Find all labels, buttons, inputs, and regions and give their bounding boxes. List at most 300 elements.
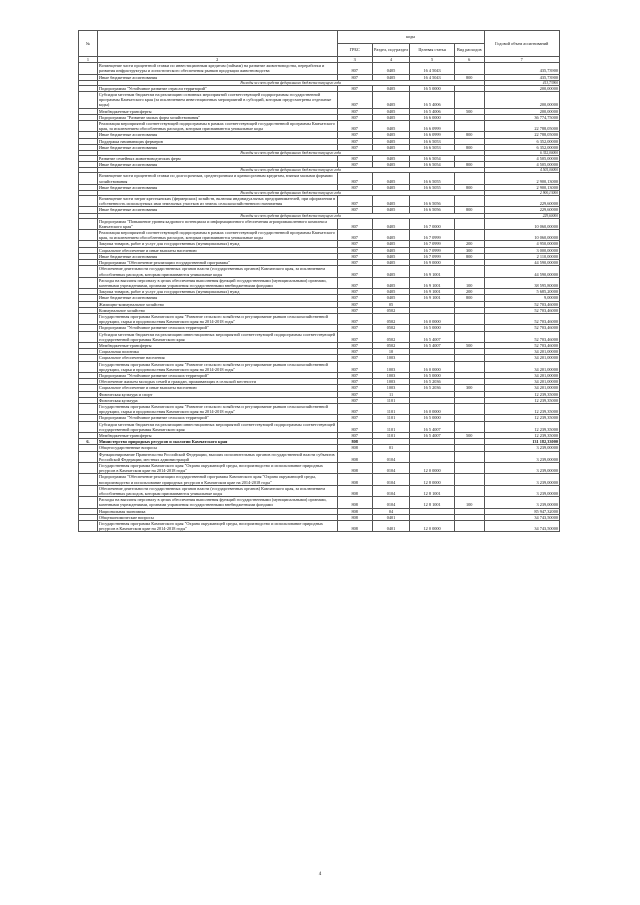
razdel-code: 1003 xyxy=(372,355,410,361)
grbs-code: 807 xyxy=(337,421,372,432)
row-sum: 200,00000 xyxy=(484,85,559,91)
page-number: 4 xyxy=(318,872,322,877)
target-code: 16 6 0000 xyxy=(410,114,454,120)
row-sum: 85 947,32000 xyxy=(484,508,559,514)
target-code: 16 6 5053 xyxy=(410,144,454,150)
row-sum: 12 239,35000 xyxy=(484,421,559,432)
razdel-code: 0405 xyxy=(372,74,410,80)
razdel-code: 0405 xyxy=(372,92,410,109)
row-name: Социальное обеспечение и иные выплаты населению xyxy=(97,247,337,253)
grbs-code: 807 xyxy=(337,74,372,80)
grbs-code: 807 xyxy=(337,415,372,421)
row-name: Государственная программа Камчатского края "Развитие сельского хозяйства и регулирование рынков сельскохозяйственной продукции, сырья и продовольствия Камчатского края на 2014-2018 годы" xyxy=(97,403,337,414)
razdel-code: 0405 xyxy=(372,218,410,229)
razdel-code: 1003 xyxy=(372,385,410,391)
vid-code: 300 xyxy=(454,385,484,391)
grbs-code: 808 xyxy=(337,474,372,485)
grbs-code: 807 xyxy=(337,313,372,324)
row-sum: 22 788,05000 xyxy=(484,132,559,138)
grbs-code: 807 xyxy=(337,121,372,132)
row-sum: 52 703,46000 xyxy=(484,301,559,307)
vid-code: 500 xyxy=(454,432,484,438)
target-code: 16 7 0999 xyxy=(410,253,454,259)
target-code: 16 4 5043 xyxy=(410,63,454,74)
grbs-code: 807 xyxy=(337,355,372,361)
row-name: Иные бюджетные ассигнования xyxy=(97,207,337,213)
table-row xyxy=(79,421,560,432)
target-code xyxy=(410,451,454,462)
row-sum: 34 743,50000 xyxy=(484,514,559,520)
table-row xyxy=(79,485,560,496)
row-number xyxy=(79,196,98,207)
target-code: 16 6 5055 xyxy=(410,184,454,190)
vid-code: 800 xyxy=(454,295,484,301)
grbs-code: 807 xyxy=(337,295,372,301)
row-sum: 52 703,46000 xyxy=(484,331,559,342)
grbs-code: 807 xyxy=(337,361,372,372)
row-sum: 34 201,00000 xyxy=(484,361,559,372)
row-name: Возмещение части процентной ставки по инвестиционным кредитам (займам) на развитие животноводства, переработки и развития инфраструктуры и логистического обеспечения рынков продукции животноводства xyxy=(97,63,337,74)
grbs-code: 807 xyxy=(337,391,372,397)
row-name: Функционирование Правительства Российской Федерации, высших исполнительных органов государственной власти субъектов Российской Федерации, местных администраций xyxy=(97,451,337,462)
grbs-code: 807 xyxy=(337,132,372,138)
grbs-code: 808 xyxy=(337,497,372,508)
column-number: 5 xyxy=(410,57,454,63)
row-name: Закупка товаров, работ и услуг для государственных (муниципальных) нужд xyxy=(97,241,337,247)
grbs-code: 807 xyxy=(337,144,372,150)
target-code: 12 8 0000 xyxy=(410,474,454,485)
header-target: Целевая статья xyxy=(410,44,454,57)
razdel-code: 0405 xyxy=(372,63,410,74)
razdel-code: 1003 xyxy=(372,361,410,372)
table-row xyxy=(79,218,560,229)
table-row xyxy=(79,266,560,277)
razdel-code: 0405 xyxy=(372,184,410,190)
row-name: Развитие семейных животноводческих ферм xyxy=(97,156,337,162)
target-code: 16 9 1001 xyxy=(410,277,454,288)
target-code: 16 5 0000 xyxy=(410,372,454,378)
row-sum: 52 703,46000 xyxy=(484,325,559,331)
target-code: 12 0 0000 xyxy=(410,521,454,532)
vid-code xyxy=(454,121,484,132)
vid-code xyxy=(454,463,484,474)
razdel-code: 05 xyxy=(372,301,410,307)
grbs-code: 807 xyxy=(337,241,372,247)
razdel-code: 0405 xyxy=(372,173,410,184)
grbs-code: 808 xyxy=(337,445,372,451)
razdel-code: 0405 xyxy=(372,266,410,277)
row-sum: 200,00000 xyxy=(484,92,559,109)
row-name: Субсидии местным бюджетам на реализацию инвестиционных мероприятий соответствующей подпрограммы соответствующей государственной программы Камчатского края xyxy=(97,421,337,432)
row-name: Социальное обеспечение населения xyxy=(97,355,337,361)
grbs-code: 807 xyxy=(337,403,372,414)
target-code: 16 7 0000 xyxy=(410,218,454,229)
grbs-code: 807 xyxy=(337,331,372,342)
target-code: 16 5 4006 xyxy=(410,92,454,109)
row-number xyxy=(79,451,98,462)
row-sum: 3 239,00000 xyxy=(484,463,559,474)
row-name: Иные бюджетные ассигнования xyxy=(97,184,337,190)
razdel-code: 0104 xyxy=(372,463,410,474)
razdel-code: 11 xyxy=(372,391,410,397)
grbs-code: 807 xyxy=(337,277,372,288)
row-name: Подпрограмма "Устойчивое развитие отрасли территорий" xyxy=(97,85,337,91)
vid-code xyxy=(454,313,484,324)
vid-code xyxy=(454,218,484,229)
razdel-code: 0104 xyxy=(372,497,410,508)
target-code: 16 6 5054 xyxy=(410,156,454,162)
grbs-code: 807 xyxy=(337,432,372,438)
table-row xyxy=(79,277,560,288)
grbs-code: 807 xyxy=(337,397,372,403)
grbs-code: 808 xyxy=(337,508,372,514)
razdel-code: 0405 xyxy=(372,114,410,120)
table-row xyxy=(79,361,560,372)
grbs-code: 807 xyxy=(337,92,372,109)
table-row xyxy=(79,313,560,324)
grbs-code: 807 xyxy=(337,138,372,144)
razdel-code: 1101 xyxy=(372,421,410,432)
note-text: Расходы за счет средств федерального бюджета текущего года xyxy=(97,151,484,156)
grbs-code: 807 xyxy=(337,372,372,378)
grbs-code: 808 xyxy=(337,521,372,532)
row-name: Иные бюджетные ассигнования xyxy=(97,162,337,168)
row-name: Расходы на выплаты персоналу в целях обеспечения выполнения функций государственными (муниципальными) органами, казенными учреждениями, органами управления государственными внебюджетными фондами xyxy=(97,497,337,508)
razdel-code: 0405 xyxy=(372,230,410,241)
row-sum: 10 060,00000 xyxy=(484,218,559,229)
row-name: Субсидии местным бюджетам на реализацию инвестиционных мероприятий соответствующей подпрограммы соответствующей государственной программы Камчатского края xyxy=(97,331,337,342)
grbs-code: 807 xyxy=(337,325,372,331)
row-name: Иные бюджетные ассигнования xyxy=(97,295,337,301)
grbs-code: 807 xyxy=(337,301,372,307)
row-sum: 2 900,13000 xyxy=(484,173,559,184)
razdel-code: 0405 xyxy=(372,289,410,295)
grbs-code: 807 xyxy=(337,230,372,241)
target-code: 16 7 0999 xyxy=(410,247,454,253)
razdel-code: 0405 xyxy=(372,108,410,114)
grbs-code: 808 xyxy=(337,485,372,496)
row-number xyxy=(79,277,98,288)
row-sum: 34 201,00000 xyxy=(484,349,559,355)
row-name: Расходы на выплаты персоналу в целях обеспечения выполнения функций государственными (муниципальными) органами, казенными учреждениями, органами управления государственными внебюджетными фондами xyxy=(97,277,337,288)
vid-code: 800 xyxy=(454,132,484,138)
target-code: 16 6 0999 xyxy=(410,132,454,138)
vid-code: 800 xyxy=(454,162,484,168)
table-row xyxy=(79,230,560,241)
row-name: Национальная экономика xyxy=(97,508,337,514)
row-number xyxy=(79,474,98,485)
razdel-code: 0405 xyxy=(372,277,410,288)
vid-code: 800 xyxy=(454,207,484,213)
razdel-code: 0405 xyxy=(372,85,410,91)
row-sum: 6 352,00000 xyxy=(484,138,559,144)
budget-table xyxy=(78,30,560,532)
vid-code xyxy=(454,266,484,277)
note-sum: 6 352,00000 xyxy=(484,151,559,156)
razdel-code: 1101 xyxy=(372,403,410,414)
grbs-code: 807 xyxy=(337,218,372,229)
grbs-code: 807 xyxy=(337,385,372,391)
row-sum: 435,73900 xyxy=(484,63,559,74)
row-number xyxy=(79,521,98,532)
row-name: Поддержка начинающих фермеров xyxy=(97,138,337,144)
razdel-code: 0502 xyxy=(372,325,410,331)
target-code: 16 0 0000 xyxy=(410,313,454,324)
row-name: Реализация мероприятий соответствующей подпрограммы в рамках соответствующей государственной программы Камчатского края, за исключением обособленных расходов, которым присваиваются уникальные коды xyxy=(97,230,337,241)
row-name: Обеспечение деятельности государственных органов власти (государственных органов) Камчатского края, за исключением обособленных расходов, которым присваиваются уникальные коды xyxy=(97,266,337,277)
row-sum: 6 352,00000 xyxy=(484,144,559,150)
header-number: № xyxy=(79,31,98,57)
vid-code xyxy=(454,474,484,485)
grbs-code: 807 xyxy=(337,173,372,184)
vid-code xyxy=(454,63,484,74)
row-number xyxy=(79,266,98,277)
grbs-code: 808 xyxy=(337,451,372,462)
vid-code: 100 xyxy=(454,497,484,508)
vid-code xyxy=(454,485,484,496)
vid-code xyxy=(454,92,484,109)
table-row xyxy=(79,121,560,132)
target-code: 16 5 4007 xyxy=(410,432,454,438)
vid-code xyxy=(454,331,484,342)
razdel-code: 0502 xyxy=(372,331,410,342)
row-sum: 34 201,00000 xyxy=(484,372,559,378)
row-sum: 52 703,46000 xyxy=(484,307,559,313)
vid-code: 800 xyxy=(454,74,484,80)
row-name: Общеэкономические вопросы xyxy=(97,514,337,520)
razdel-code: 1101 xyxy=(372,397,410,403)
column-number: 2 xyxy=(97,57,337,63)
note-text: Расходы за счет средств федерального бюджета текущего года xyxy=(97,80,484,85)
razdel-code: 0405 xyxy=(372,138,410,144)
row-sum: 4 505,00000 xyxy=(484,156,559,162)
row-name: Подпрограмма "Развитие малых форм хозяйствования" xyxy=(97,114,337,120)
target-code: 16 4 5043 xyxy=(410,74,454,80)
grbs-code: 807 xyxy=(337,63,372,74)
target-code: 16 6 5056 xyxy=(410,196,454,207)
row-sum: 2 900,13000 xyxy=(484,184,559,190)
razdel-code: 0104 xyxy=(372,485,410,496)
row-sum: 3 239,00000 xyxy=(484,445,559,451)
vid-code: 200 xyxy=(454,289,484,295)
row-name: Межбюджетные трансферты xyxy=(97,342,337,348)
target-code: 16 7 0999 xyxy=(410,241,454,247)
target-code: 16 9 1001 xyxy=(410,289,454,295)
grbs-code: 807 xyxy=(337,196,372,207)
row-name: Закупка товаров, работ и услуг для государственных (муниципальных) нужд xyxy=(97,289,337,295)
grbs-code: 808 xyxy=(337,514,372,520)
grbs-code: 807 xyxy=(337,266,372,277)
note-text: Расходы за счет средств федерального бюджета текущего года xyxy=(97,213,484,218)
row-sum: 3 239,00000 xyxy=(484,497,559,508)
row-sum: 34 743,50000 xyxy=(484,521,559,532)
razdel-code: 1003 xyxy=(372,379,410,385)
row-name: Межбюджетные трансферты xyxy=(97,432,337,438)
razdel-code: 0405 xyxy=(372,207,410,213)
row-sum: 12 239,35000 xyxy=(484,415,559,421)
grbs-code: 807 xyxy=(337,379,372,385)
target-code: 16 6 0999 xyxy=(410,121,454,132)
row-number xyxy=(79,497,98,508)
grbs-code: 807 xyxy=(337,253,372,259)
target-code: 16 0 0000 xyxy=(410,403,454,414)
target-code: 16 6 5055 xyxy=(410,173,454,184)
row-name: Государственная программа Камчатского края "Развитие сельского хозяйства и регулирование рынков сельскохозяйственной продукции, сырья и продовольствия Камчатского края на 2014-2018 годы" xyxy=(97,313,337,324)
row-number xyxy=(79,173,98,184)
grbs-code: 807 xyxy=(337,207,372,213)
razdel-code: 0405 xyxy=(372,196,410,207)
grbs-code: 807 xyxy=(337,184,372,190)
row-sum: 2 110,00000 xyxy=(484,253,559,259)
table-row xyxy=(79,451,560,462)
razdel-code: 1003 xyxy=(372,372,410,378)
razdel-code: 0405 xyxy=(372,241,410,247)
row-name: Физическая культура и спорт xyxy=(97,391,337,397)
note-text: Расходы за счет средств федерального бюджета текущего года xyxy=(97,168,484,173)
row-number xyxy=(79,230,98,241)
target-code: 16 0 0000 xyxy=(410,361,454,372)
row-name: Подпрограмма "Обеспечение реализации государственной программы" xyxy=(97,260,337,266)
table-row xyxy=(79,403,560,414)
table-body xyxy=(79,63,560,532)
row-sum: 5 685,20000 xyxy=(484,289,559,295)
razdel-code: 10 xyxy=(372,349,410,355)
row-sum: 131 182,33000 xyxy=(484,439,559,445)
target-code: 16 5 0000 xyxy=(410,415,454,421)
header-total: Годовой объем ассигнований xyxy=(484,31,559,57)
razdel-code: 0401 xyxy=(372,514,410,520)
grbs-code: 807 xyxy=(337,307,372,313)
table-row xyxy=(79,92,560,109)
row-name: Субсидии местным бюджетам на реализацию основных мероприятий соответствующей подпрограммы государственной программы Камчатского края (за исключением инвестиционных мероприятий в субсидий, которым предусмотрены отдельные коды) xyxy=(97,92,337,109)
grbs-code: 807 xyxy=(337,247,372,253)
target-code: 16 6 5053 xyxy=(410,138,454,144)
row-name: Подпрограмма "Повышение уровня кадрового потенциала и информационного обеспечения агропромышленного комплекса Камчатского края" xyxy=(97,218,337,229)
row-number xyxy=(79,313,98,324)
row-name: Обеспечение жильем молодых семей и граждан, проживающих в сельской местности xyxy=(97,379,337,385)
row-sum: 12 239,35000 xyxy=(484,432,559,438)
row-name: Государственная программа Камчатского края "Охрана окружающей среды, воспроизводство и использование природных ресурсов в Камчатском крае на 2014-2018 годы" xyxy=(97,521,337,532)
row-name: Реализация мероприятий соответствующей подпрограммы в рамках соответствующей государственной программы Камчатского края, за исключением обособленных расходов, которым присваиваются уникальные коды xyxy=(97,121,337,132)
row-name: Государственная программа Камчатского края "Охрана окружающей среды, воспроизводство и использование природных ресурсов в Камчатском крае на 2014-2018 годы" xyxy=(97,463,337,474)
target-code: 16 6 5054 xyxy=(410,162,454,168)
row-name: Социальное обеспечение и иные выплаты населению xyxy=(97,385,337,391)
row-number xyxy=(79,218,98,229)
table-row xyxy=(79,173,560,184)
header-codes: коды xyxy=(337,31,484,44)
note-sum: 229,60000 xyxy=(484,213,559,218)
target-code: 16 5 2036 xyxy=(410,379,454,385)
target-code: 12 8 1001 xyxy=(410,485,454,496)
target-code: 16 5 4007 xyxy=(410,342,454,348)
razdel-code: 01 xyxy=(372,445,410,451)
row-name: Физическая культура xyxy=(97,397,337,403)
note-sum: 413,73900 xyxy=(484,80,559,85)
column-number: 3 xyxy=(337,57,372,63)
row-number xyxy=(79,63,98,74)
row-sum: 3 239,00000 xyxy=(484,485,559,496)
row-name: Межбюджетные трансферты xyxy=(97,108,337,114)
row-number xyxy=(79,421,98,432)
grbs-code: 808 xyxy=(337,439,372,445)
row-name: Подпрограмма "Устойчивое развитие сельских территорий" xyxy=(97,372,337,378)
header-grbs: ГРБС xyxy=(337,44,372,57)
razdel-code: 0405 xyxy=(372,144,410,150)
row-sum: 44 590,00000 xyxy=(484,260,559,266)
table-row xyxy=(79,463,560,474)
vid-code: 200 xyxy=(454,241,484,247)
target-code: 16 9 1001 xyxy=(410,295,454,301)
target-code: 16 7 0999 xyxy=(410,230,454,241)
row-sum: 22 788,05000 xyxy=(484,121,559,132)
razdel-code: 0502 xyxy=(372,313,410,324)
row-name: Иные бюджетные ассигнования xyxy=(97,132,337,138)
row-sum: 229,60000 xyxy=(484,196,559,207)
vid-code: 500 xyxy=(454,342,484,348)
razdel-code: 0405 xyxy=(372,260,410,266)
note-sum: 4 505,00000 xyxy=(484,168,559,173)
row-sum: 12 239,35000 xyxy=(484,391,559,397)
row-number xyxy=(79,403,98,414)
row-sum: 229,60000 xyxy=(484,207,559,213)
target-code: 16 5 2036 xyxy=(410,385,454,391)
row-sum: 435,73900 xyxy=(484,74,559,80)
row-sum: 3 239,00000 xyxy=(484,451,559,462)
vid-code xyxy=(454,361,484,372)
vid-code xyxy=(454,403,484,414)
grbs-code: 807 xyxy=(337,349,372,355)
row-name: Иные бюджетные ассигнования xyxy=(97,74,337,80)
razdel-code: 0405 xyxy=(372,156,410,162)
razdel-code: 0104 xyxy=(372,451,410,462)
row-number xyxy=(79,121,98,132)
vid-code xyxy=(454,173,484,184)
row-number xyxy=(79,485,98,496)
vid-code: 800 xyxy=(454,144,484,150)
row-sum: 12 239,35000 xyxy=(484,397,559,403)
vid-code xyxy=(454,196,484,207)
razdel-code: 0405 xyxy=(372,253,410,259)
target-code: 12 0 0000 xyxy=(410,463,454,474)
row-number: 6. xyxy=(79,439,98,445)
razdel-code: 1101 xyxy=(372,432,410,438)
vid-code xyxy=(454,451,484,462)
row-number xyxy=(79,463,98,474)
razdel-code: 0405 xyxy=(372,121,410,132)
row-sum: 12 239,35000 xyxy=(484,403,559,414)
vid-code xyxy=(454,230,484,241)
row-sum: 34 201,00000 xyxy=(484,385,559,391)
row-sum: 34 201,00000 xyxy=(484,355,559,361)
row-name: Общегосударственные вопросы xyxy=(97,445,337,451)
table-row xyxy=(79,196,560,207)
razdel-code: 1101 xyxy=(372,415,410,421)
grbs-code: 807 xyxy=(337,342,372,348)
target-code: 12 8 1001 xyxy=(410,497,454,508)
grbs-code: 807 xyxy=(337,156,372,162)
row-name: Иные бюджетные ассигнования xyxy=(97,253,337,259)
header-vid: Вид расходов xyxy=(454,44,484,57)
row-name: Подпрограмма "Устойчивое развитие сельских территорий" xyxy=(97,415,337,421)
razdel-code: 04 xyxy=(372,508,410,514)
grbs-code: 807 xyxy=(337,85,372,91)
target-code: 16 5 0000 xyxy=(410,325,454,331)
row-name: Министерство природных ресурсов и экологии Камчатского края xyxy=(97,439,337,445)
table-row xyxy=(79,474,560,485)
target-code: 16 5 4006 xyxy=(410,108,454,114)
target-code: 16 5 4007 xyxy=(410,421,454,432)
table-row xyxy=(79,497,560,508)
